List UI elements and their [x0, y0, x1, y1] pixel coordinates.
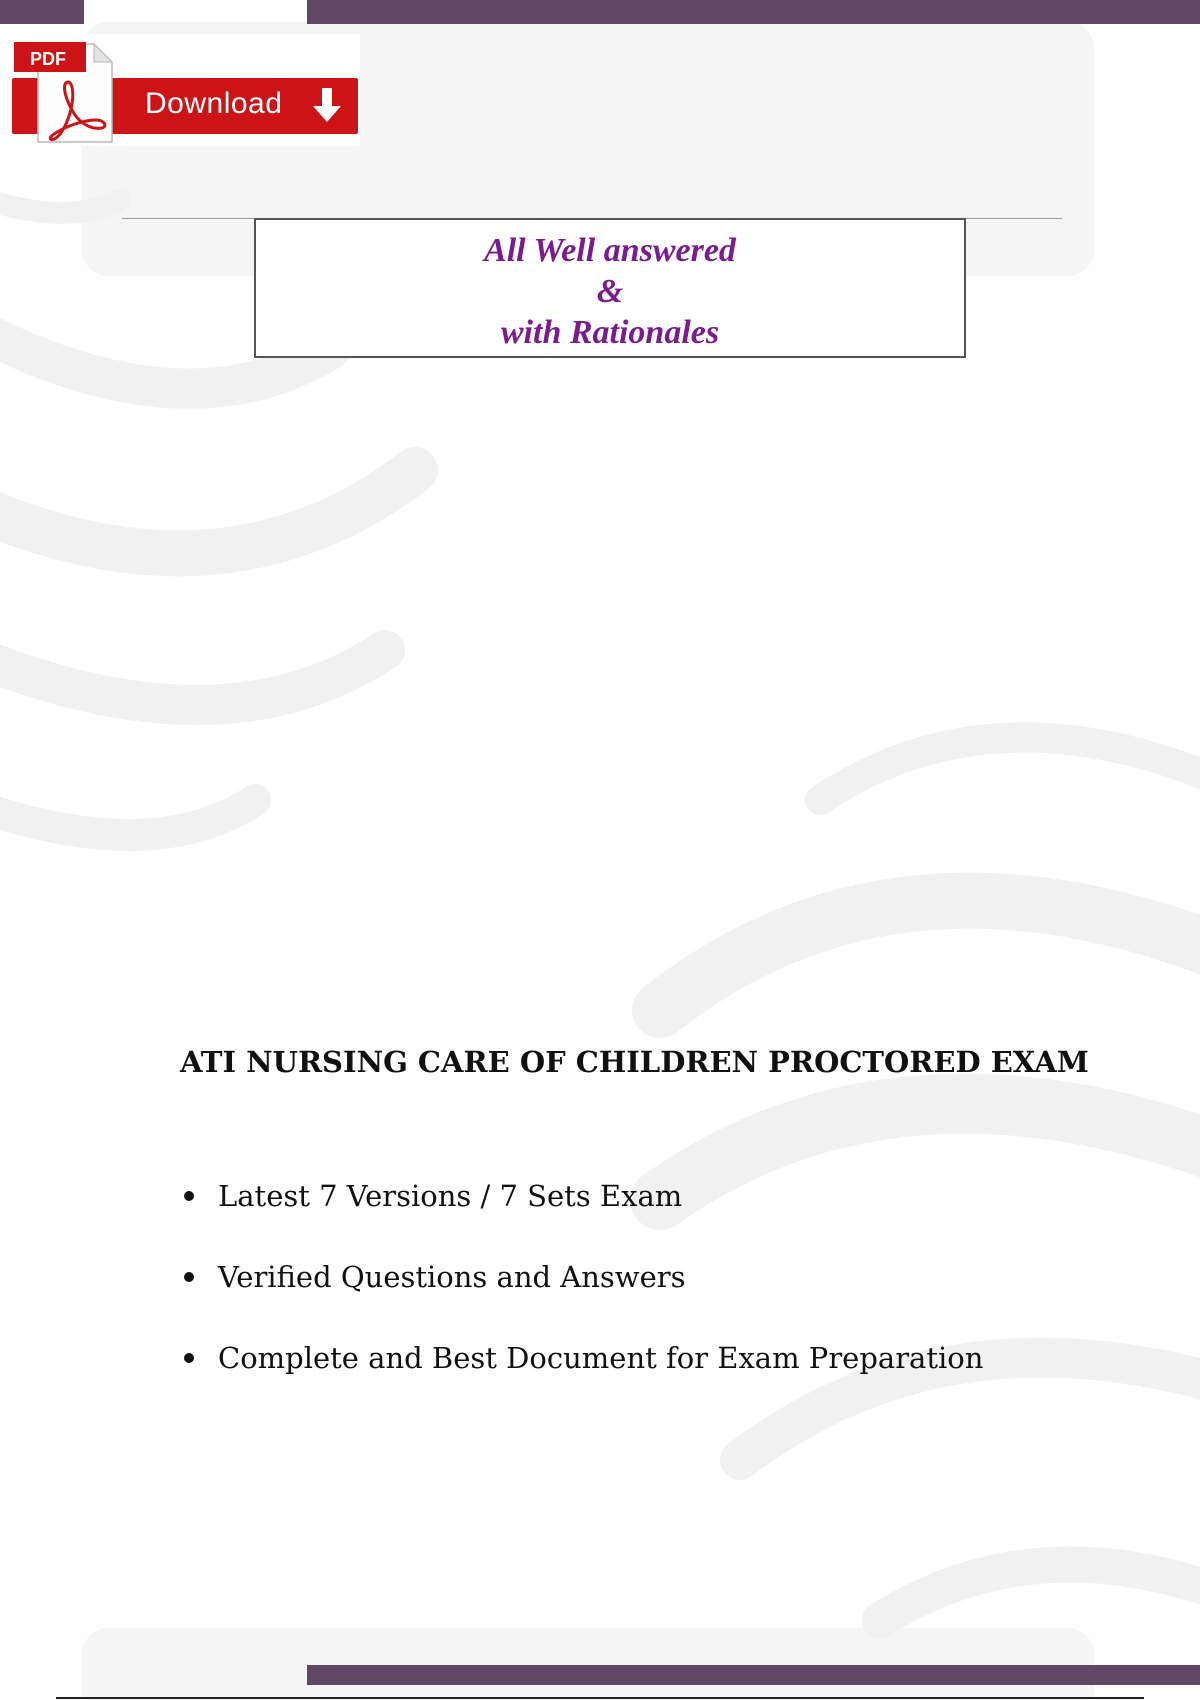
bottom-rule: [56, 1697, 1144, 1699]
bullet-icon: [184, 1191, 194, 1201]
list-item-text: Verified Questions and Answers: [218, 1260, 686, 1294]
bullet-icon: [184, 1353, 194, 1363]
top-accent-bar-right: [307, 0, 1200, 24]
top-accent-bar-left: [0, 0, 84, 24]
feature-list: [180, 1170, 983, 1413]
list-item: [180, 1251, 983, 1332]
bottom-accent-bar: [307, 1665, 1200, 1685]
bullet-icon: [184, 1272, 194, 1282]
download-button[interactable]: [10, 34, 360, 146]
list-item-text: Complete and Best Document for Exam Preparation: [218, 1341, 984, 1375]
pdf-badge-text: PDF: [30, 49, 66, 69]
pdf-file-icon: [12, 34, 116, 146]
download-arrow-icon: [310, 86, 344, 126]
list-item-text: Latest 7 Versions / 7 Sets Exam: [218, 1179, 683, 1213]
list-item: [180, 1332, 983, 1413]
exam-title: ATI NURSING CARE OF CHILDREN PROCTORED EXAM: [180, 1045, 1089, 1079]
download-button-label: Download: [145, 87, 283, 120]
title-line-3: with Rationales: [500, 314, 720, 351]
title-line-2: &: [596, 273, 624, 310]
footer-background-panel: [82, 1628, 1094, 1700]
list-item: [180, 1170, 983, 1251]
title-box: [254, 218, 966, 358]
title-line-1: All Well answered: [484, 232, 736, 269]
